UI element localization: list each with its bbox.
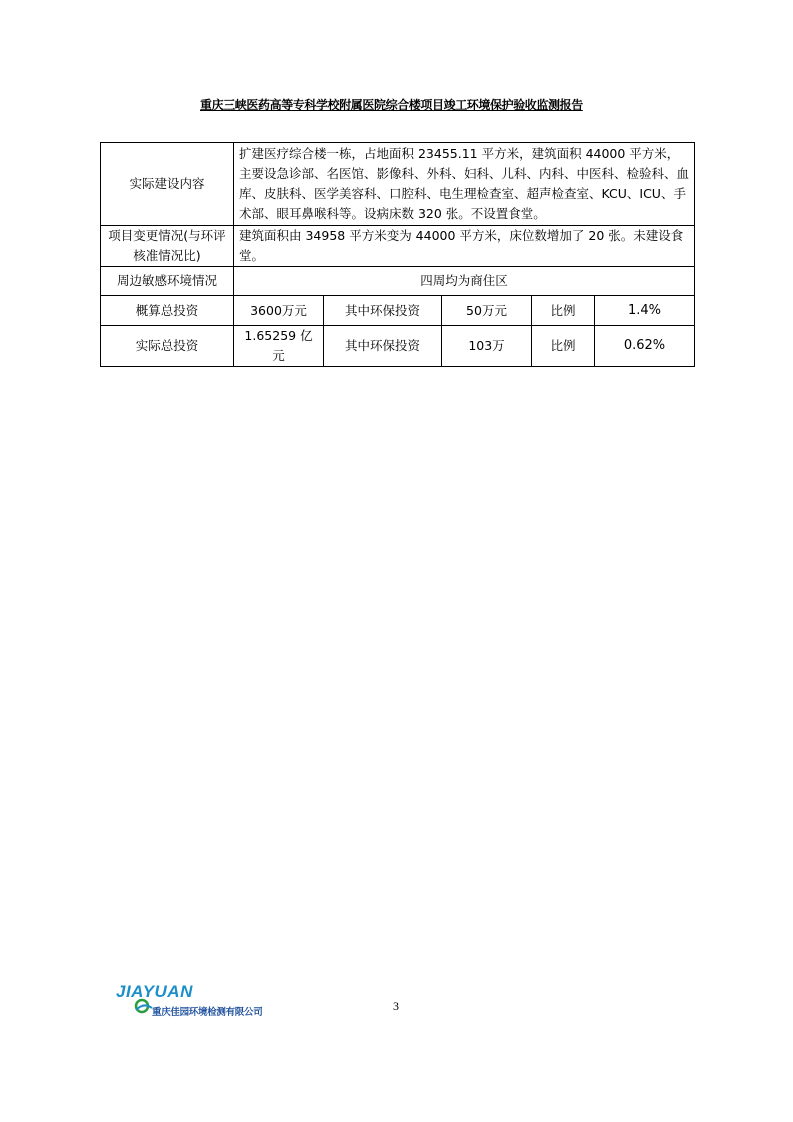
budget-total: 3600万元: [234, 296, 324, 326]
environment-label: 周边敏感环境情况: [101, 267, 234, 296]
actual-investment-label: 实际总投资: [101, 326, 234, 367]
actual-ratio-label: 比例: [532, 326, 595, 367]
actual-ratio-value: 0.62%: [595, 326, 695, 367]
table-row: [101, 296, 695, 326]
table-row: [101, 267, 695, 296]
page-number: 3: [393, 999, 399, 1013]
actual-env-label: 其中环保投资: [324, 326, 442, 367]
environment-value: 四周均为商住区: [234, 267, 695, 296]
table-row: [101, 143, 695, 226]
table-row: [101, 226, 695, 267]
project-change-label: 项目变更情况(与环评核准情况比): [101, 226, 234, 267]
logo-wordmark: JIAYUAN: [116, 982, 193, 1001]
budget-env-label: 其中环保投资: [324, 296, 442, 326]
report-header-title: 重庆三峡医药高等专科学校附属医院综合楼项目竣工环境保护验收监测报告: [200, 98, 583, 112]
logo-swoosh-icon: [134, 998, 154, 1014]
actual-investment-total: 1.65259 亿元: [234, 326, 324, 367]
company-logo: [116, 982, 286, 1018]
project-change-value: 建筑面积由 34958 平方米变为 44000 平方米，床位数增加了 20 张。未建设食堂。: [234, 226, 695, 267]
budget-label: 概算总投资: [101, 296, 234, 326]
budget-ratio-value: 1.4%: [595, 296, 695, 326]
table-row: [101, 326, 695, 367]
actual-content-label: 实际建设内容: [101, 143, 234, 226]
actual-env-value: 103万: [442, 326, 532, 367]
budget-env-value: 50万元: [442, 296, 532, 326]
actual-content-value: 扩建医疗综合楼一栋，占地面积 23455.11 平方米，建筑面积 44000 平方米，主要设急诊部、名医馆、影像科、外科、妇科、儿科、内科、中医科、检验科、血库、皮肤科、医学美容科、口腔科、电生理检查室、超声检查室、KCU、ICU、手术部、眼耳鼻喉科等。设病床数 320 张。不设置食堂。: [234, 143, 695, 226]
logo-company-name: 重庆佳园环境检测有限公司: [152, 1007, 263, 1018]
project-info-table: [100, 142, 695, 367]
budget-ratio-label: 比例: [532, 296, 595, 326]
